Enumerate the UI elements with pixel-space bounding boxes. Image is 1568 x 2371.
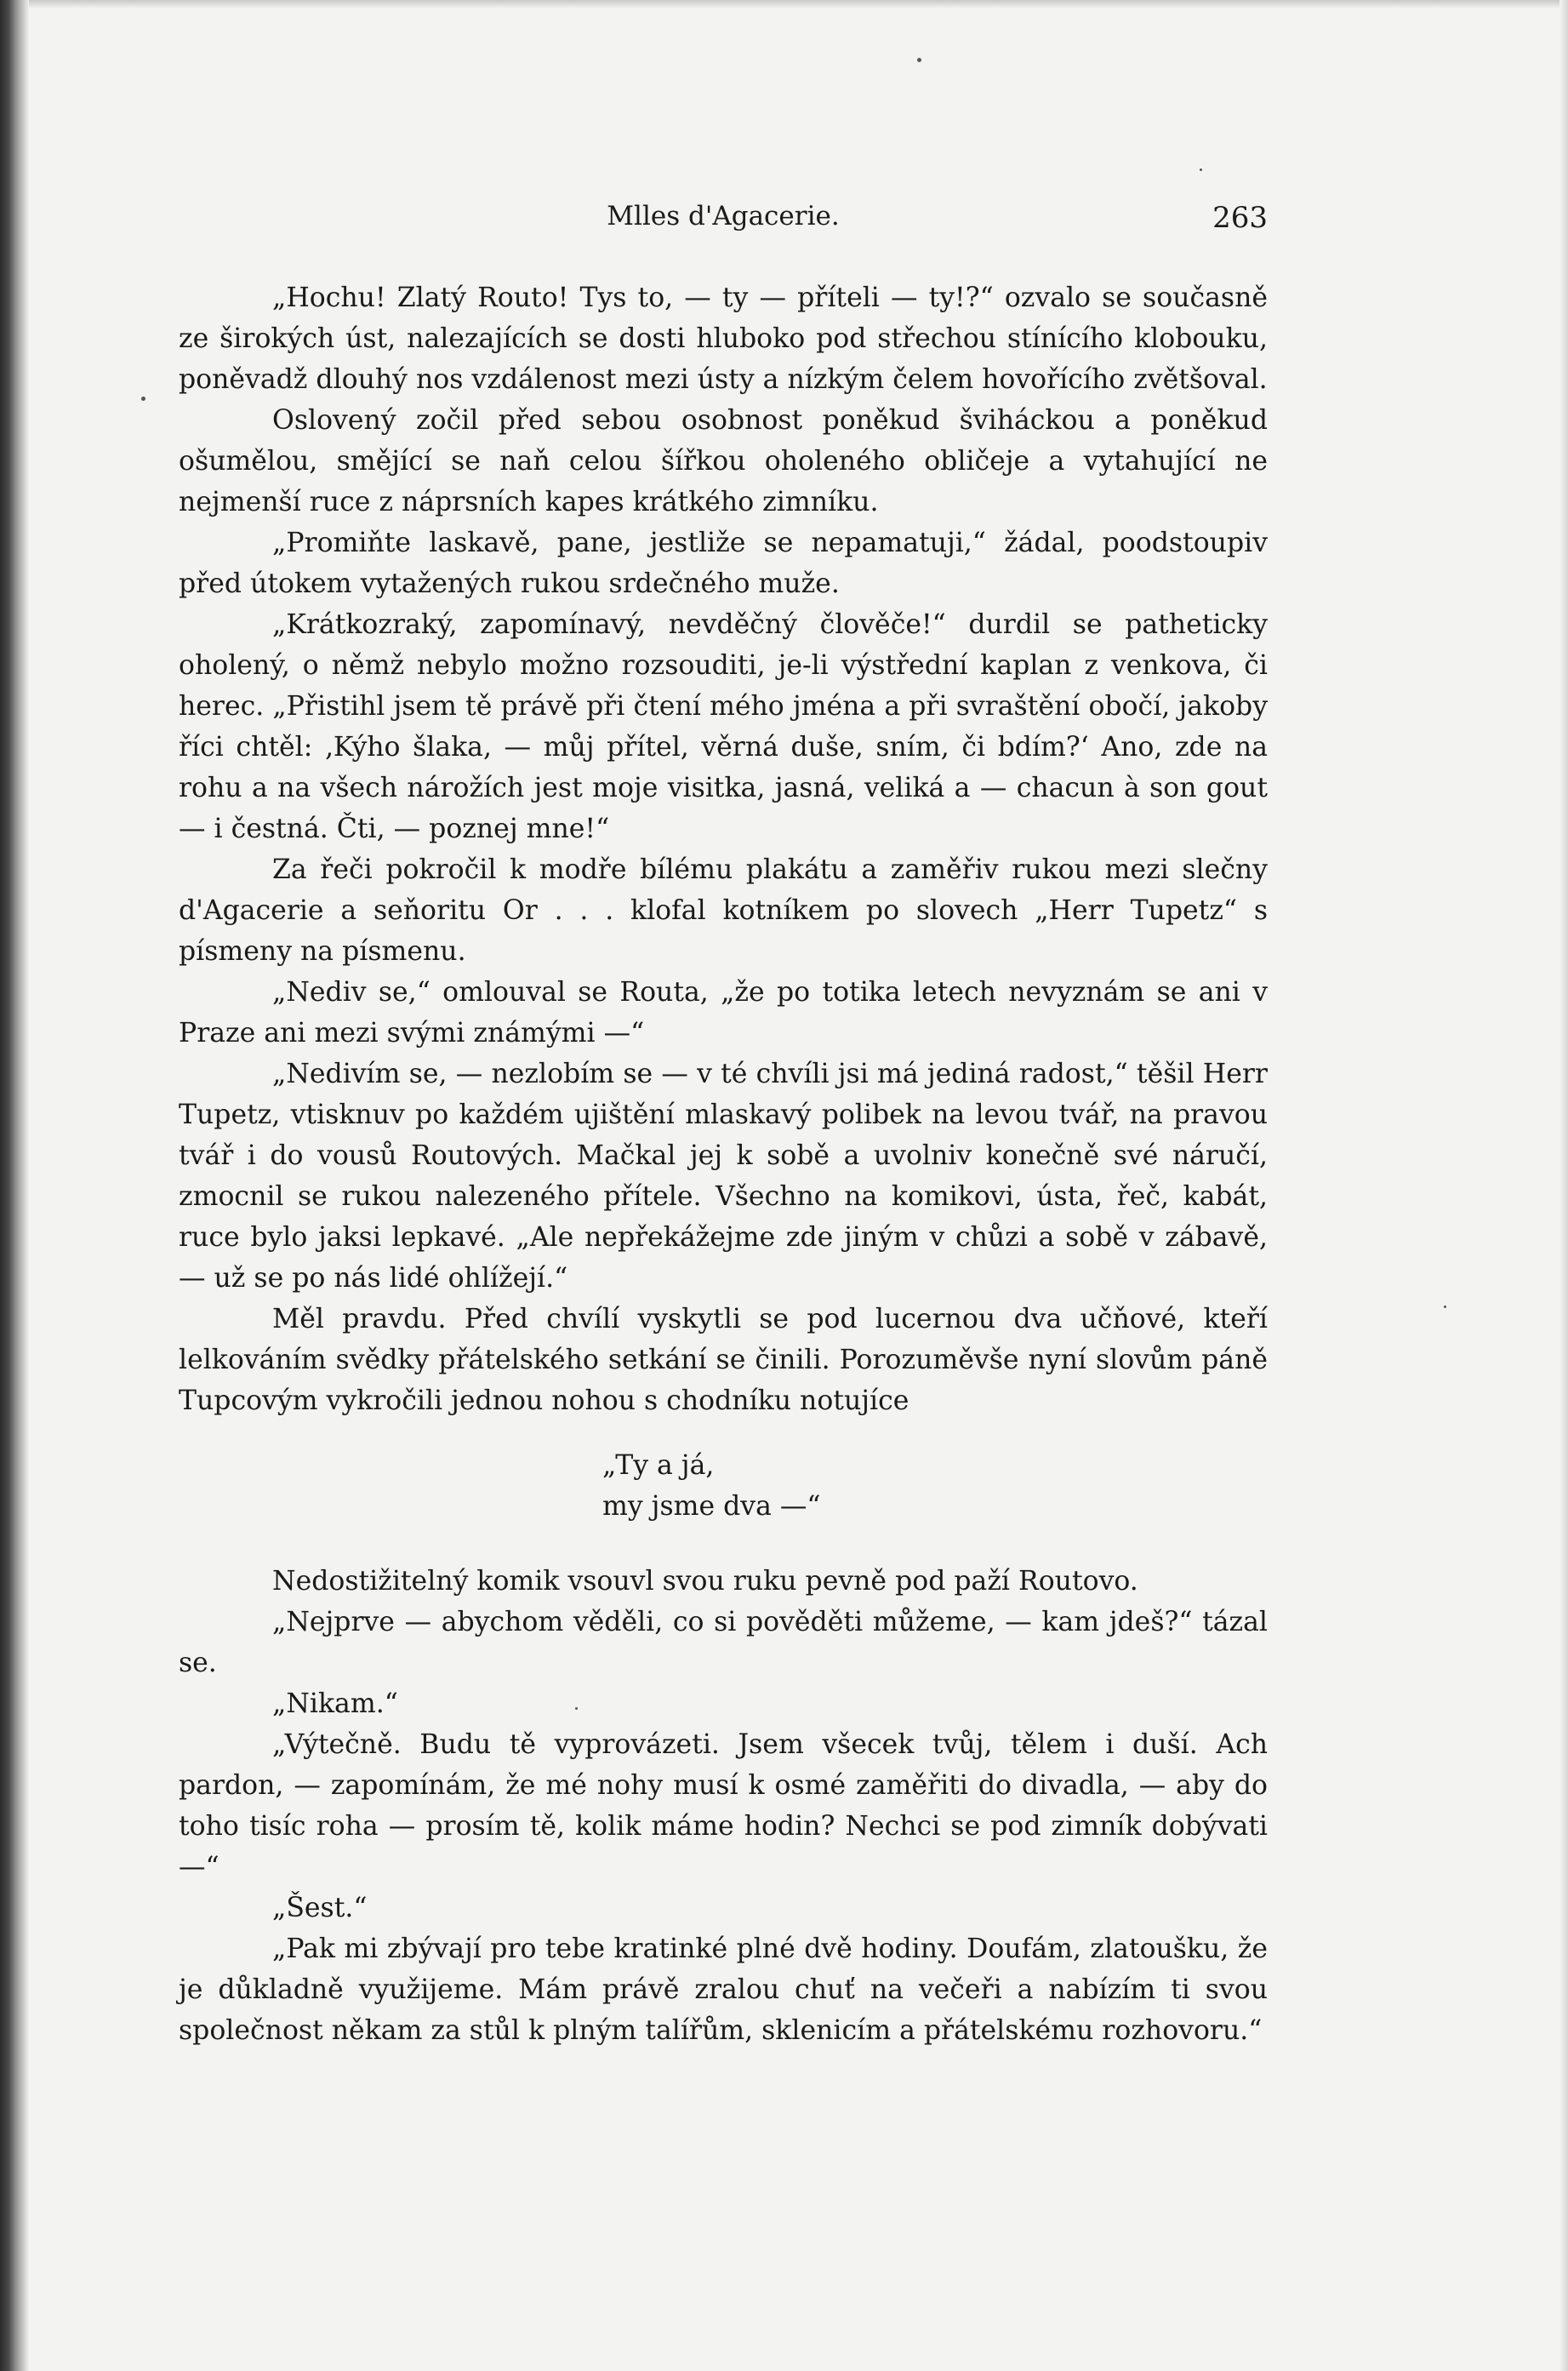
paragraph: „Nedivím se, — nezlobím se — v té chvíli jsi má jediná radost,“ těšil Herr Tupetz, vtisknuv po každém ujištění mlaskavý polibek na levou tvář, na pravou tvář i do vousů Routových. Mačkal jej k sobě a uvolniv konečně své náručí, zmocnil se rukou nalezeného přítele. Všechno na komikovi, ústa, řeč, kabát, ruce bylo jaksi lepkavé. „Ale nepřekážejme zde jiným v chůzi a sobě v zábavě, — už se po nás lidé ohlížejí.“ [179, 1059, 1268, 1294]
body-text [179, 277, 1268, 2051]
running-header [179, 201, 1268, 243]
paragraph: Oslovený zočil před sebou osobnost poněkud šviháckou a poněkud ošumělou, smějící se naň celou šířkou oholeného obličeje a vytahující ne nejmenší ruce z náprsních kapes krátkého zimníku. [179, 405, 1268, 517]
paragraph: Měl pravdu. Před chvílí vyskytli se pod lucernou dva učňové, kteří lelkováním svědky přátelského setkání se činili. Porozuměvše nyní slovům páně Tupcovým vykročili jednou nohou s chodníku notujíce [179, 1304, 1268, 1416]
paragraph: „Nediv se,“ omlouval se Routa, „že po totika letech nevyznám se ani v Praze ani mezi svými známými —“ [179, 977, 1268, 1048]
verse-block [179, 1445, 1268, 1527]
running-title: Mlles d'Agacerie. [607, 201, 840, 231]
paragraph: „Výtečně. Budu tě vyprovázeti. Jsem všecek tvůj, tělem i duší. Ach pardon, — zapomínám, že mé nohy musí k osmé zaměřiti do divadla, — aby do toho tisíc roha — prosím tě, kolik máme hodin? Nechci se pod zimník dobývati —“ [179, 1729, 1268, 1883]
print-speck [141, 397, 145, 401]
verse-line: my jsme dva —“ [602, 1491, 821, 1522]
page-number: 263 [1212, 201, 1268, 235]
page-top-edge [29, 0, 1568, 9]
print-speck [917, 58, 921, 62]
print-speck [1200, 169, 1202, 171]
paragraph: „Hochu! Zlatý Routo! Tys to, — ty — příteli — ty!?“ ozvalo se současně ze širokých úst, nalezajících se dosti hluboko pod střechou stínícího klobouku, poněvadž dlouhý nos vzdálenost mezi ústy a nízkým čelem hovořícího zvětšoval. [179, 283, 1268, 395]
paragraph: „Krátkozraký, zapomínavý, nevděčný člověče!“ durdil se patheticky oholený, o němž nebylo možno rozsouditi, je-li výstřední kaplan z venkova, či herec. „Přistihl jsem tě právě při čtení mého jména a při svraštění obočí, jakoby říci chtěl: ‚Kýho šlaka, — můj přítel, věrná duše, sním, či bdím?‘ Ano, zde na rohu a na všech nárožích jest moje visitka, jasná, veliká a — chacun à son gout — i čestná. Čti, — poznej mne!“ [179, 609, 1268, 844]
print-speck [1444, 1305, 1446, 1308]
paragraph: Nedostižitelný komik vsouvl svou ruku pevně pod paží Routovo. [272, 1566, 1138, 1597]
paragraph: Za řeči pokročil k modře bílému plakátu a zaměřiv rukou mezi slečny d'Agacerie a seňoritu Or . . . klofal kotníkem po slovech „Herr Tupetz“ s písmeny na písmenu. [179, 854, 1268, 967]
paragraph: „Šest.“ [272, 1893, 368, 1923]
page-right-edge [1559, 0, 1568, 2371]
paragraph: „Promiňte laskavě, pane, jestliže se nepamatuji,“ žádal, poodstoupiv před útokem vytažených rukou srdečného muže. [179, 528, 1268, 599]
paragraph: „Nikam.“ [272, 1688, 398, 1719]
paragraph: „Nejprve — abychom věděli, co si pověděti můžeme, — kam jdeš?“ tázal se. [179, 1607, 1268, 1678]
book-spine-shadow [0, 0, 29, 2371]
verse-line: „Ty a já, [602, 1450, 715, 1481]
paragraph: „Pak mi zbývají pro tebe kratinké plné dvě hodiny. Doufám, zlatoušku, že je důkladně využijeme. Mám právě zralou chuť na večeři a nabízím ti svou společnost někam za stůl k plným talířům, sklenicím a přátelskému rozhovoru.“ [179, 1934, 1268, 2046]
